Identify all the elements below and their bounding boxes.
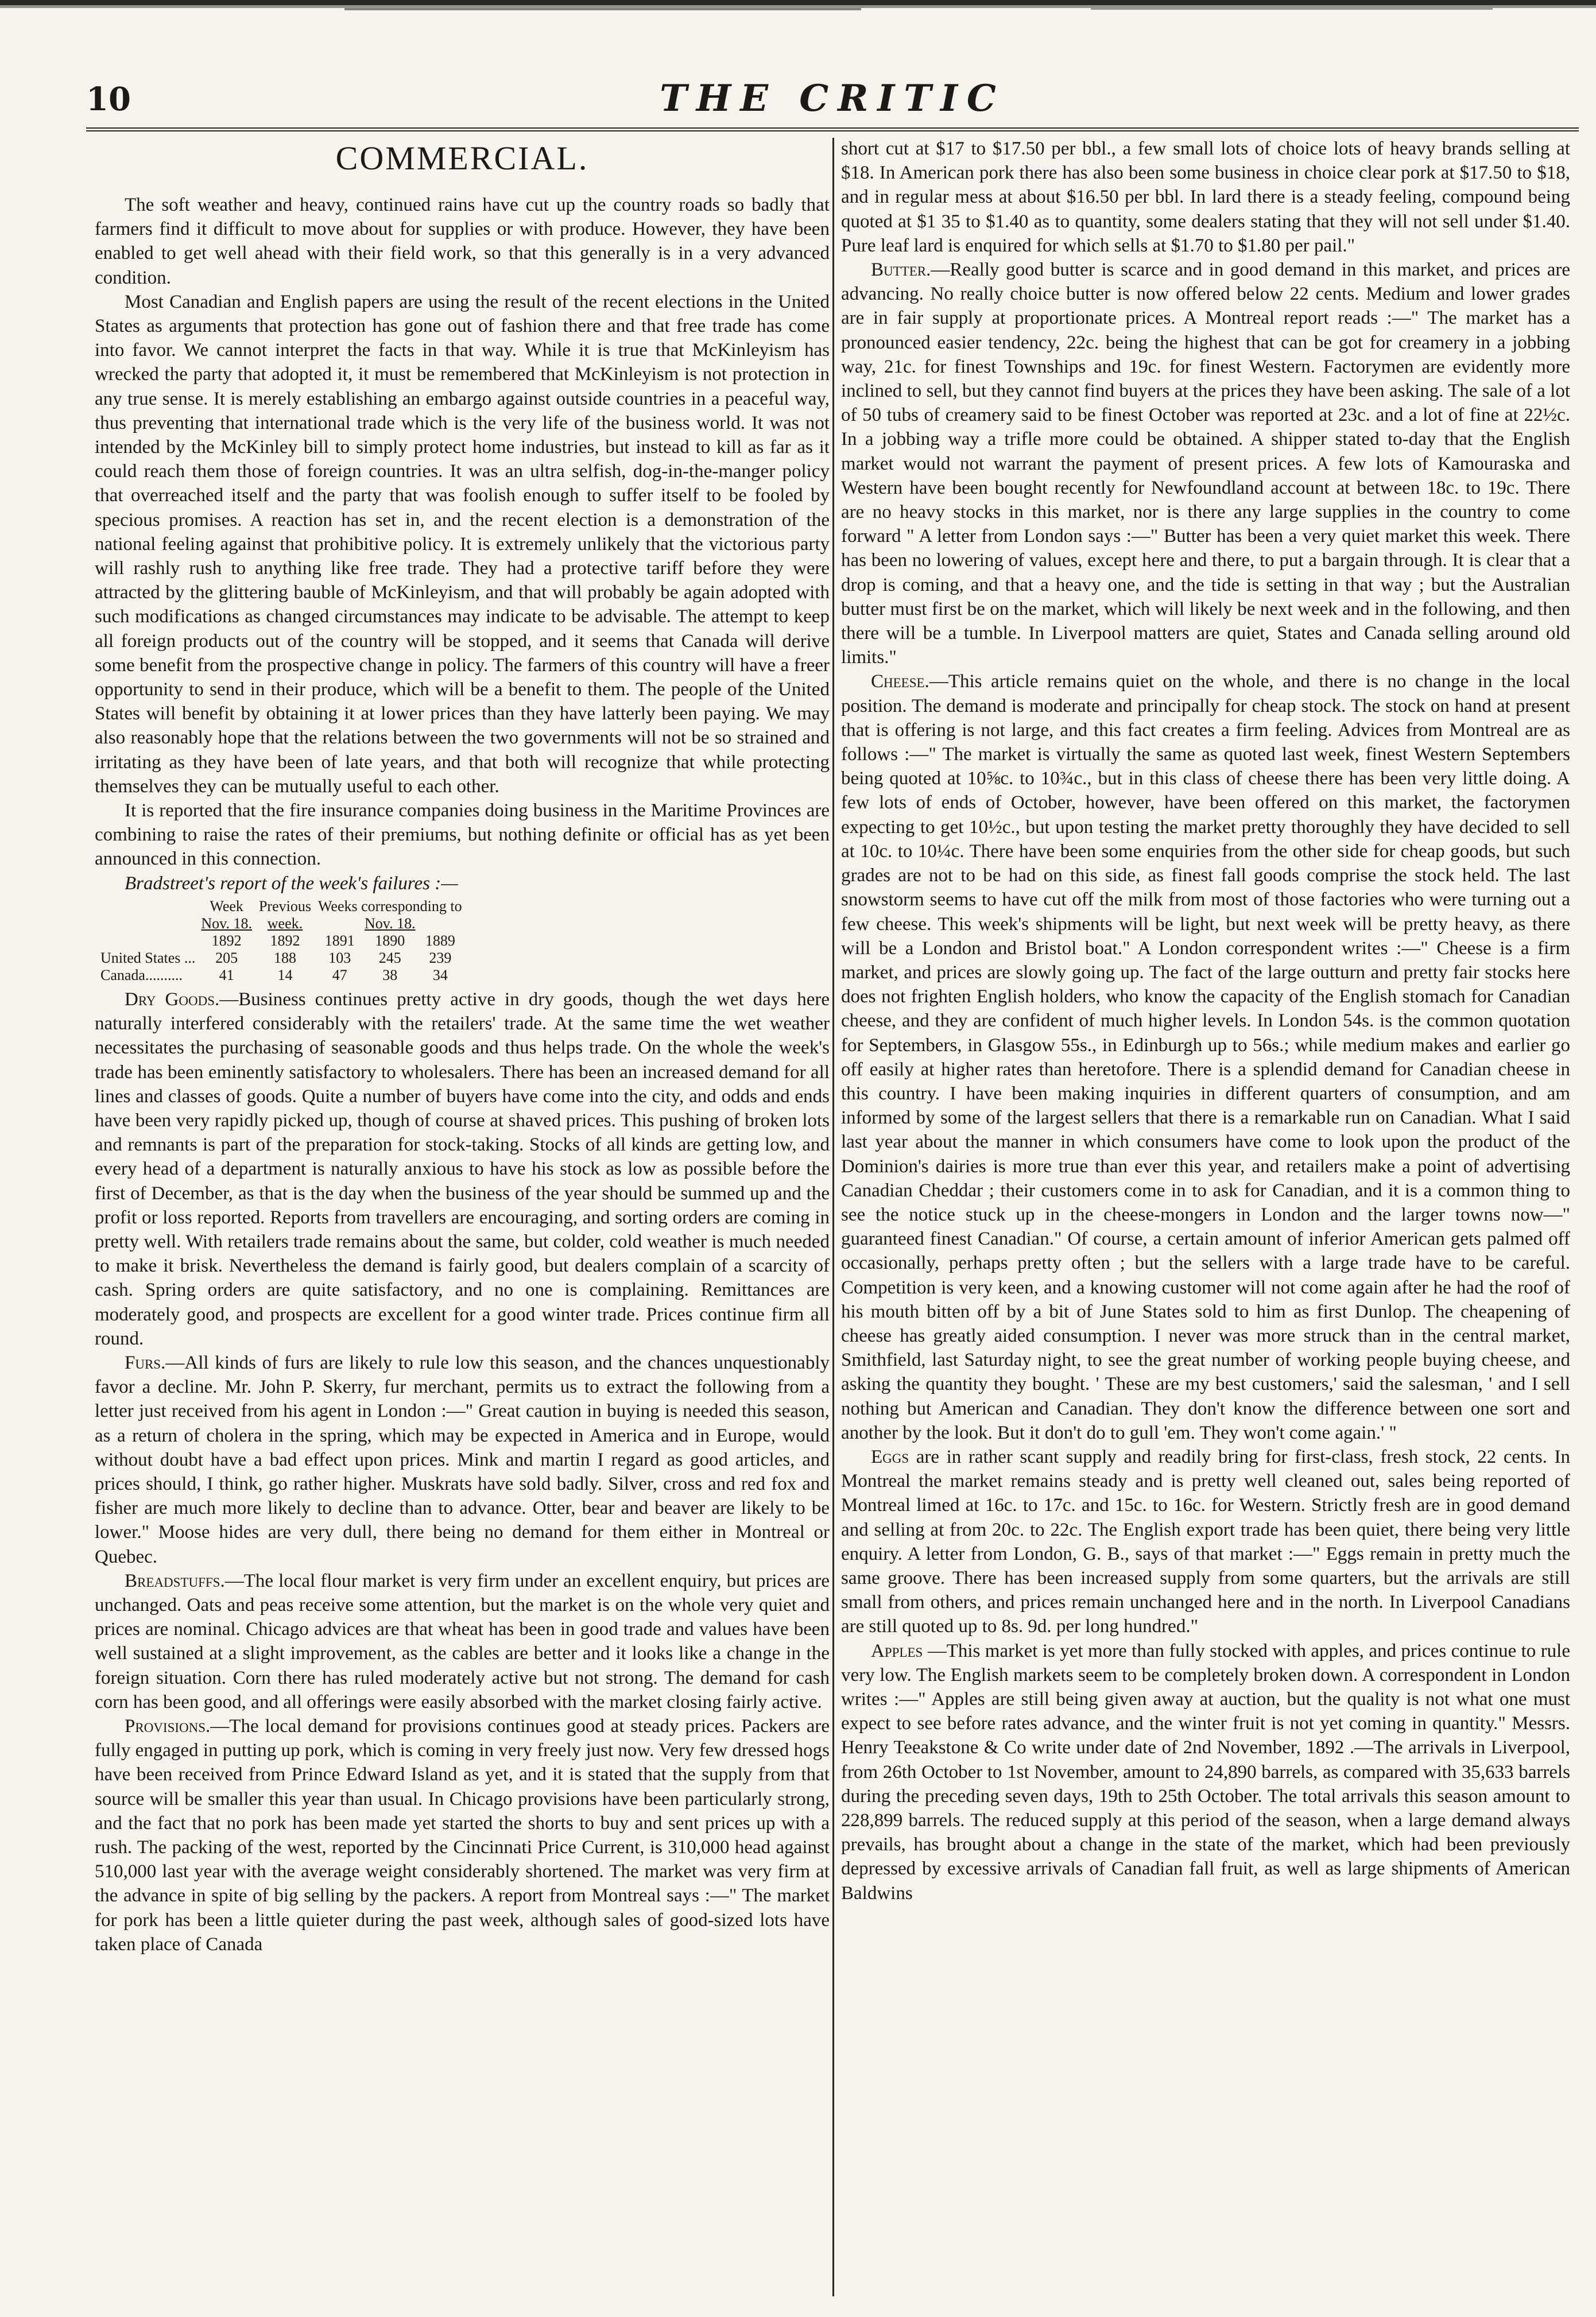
failures-row	[100, 950, 469, 967]
failures-head-cell: Weeks corresponding to	[317, 897, 462, 915]
dry-goods-heading: Dry Goods.	[125, 989, 220, 1010]
failures-year-cell: 1889	[425, 932, 455, 949]
butter-paragraph	[841, 258, 1570, 669]
column-divider	[832, 138, 834, 2296]
failures-year-cell: 1890	[375, 932, 405, 949]
provisions-continued: short cut at $17 to $17.50 per bbl., a few small lots of choice lots of heavy brands selling at $18. In American pork there has also been some business in choice clear pork at $17.50 to $18, and in regular mess at about $16.50 per bbl. In lard there is a steady feeling, compound being quoted at $1 35 to $1.40 as to quantity, some dealers stating that they will not sell under $1.40. Pure leaf lard is enquired for which sells at $1.70 to $1.80 per pail."	[841, 138, 1570, 256]
provisions-paragraph	[95, 1714, 830, 1956]
failures-cell: 38	[382, 966, 398, 983]
dry-goods-paragraph	[95, 987, 830, 1351]
failures-cell: 239	[429, 949, 452, 966]
apples-text: —This market is yet more than fully stocked with apples, and prices continue to rule very low. The English markets seem to be completely broken down. A correspondent in London writes :—" Apples are still being given away at auction, but the quality is not what one must expect to see before rates advance, and the winter fruit is not yet coming in quantity." Messrs. Henry Teeakstone & Co write under date of 2nd November, 1892 .—The arrivals in Liverpool, from 26th October to 1st November, amount to 24,890 barrels, as compared with 35,633 barrels during the preceding seven days, 19th to 25th October. The total arrivals this season amount to 228,899 barrels. The reduced supply at this period of the season, when a large demand always prevails, has brought about a change in the state of the market, which had been previously depressed by excessive arrivals of Canadian fall fruit, as well as large shipments of American Baldwins	[841, 1640, 1570, 1904]
failures-cell: 41	[219, 966, 234, 983]
failures-cell: 34	[432, 966, 448, 983]
elections-paragraph: Most Canadian and English papers are using the result of the recent elections in the United States as arguments that protection has gone out of fashion there and that free trade has come into favor. We cannot interpret the facts in that way. While it is true that McKinleyism has wrecked the party that adopted it, it must be remembered that McKinleyism is not protection in any true sense. It is merely establishing an embargo against outside countries in a peaceful way, thus preventing that international trade which is the very life of the business world. It was not intended by the McKinley bill to simply protect home industries, but instead to kill as far as it could reach them those of foreign countries. It was an ultra selfish, dog-in-the-manger policy that overreached itself and the party that was foolish enough to suffer itself to be fooled by specious promises. A reaction has set in, and the recent election is a demonstration of the national feeling against that prohibitive policy. It is extremely unlikely that the victorious party will rashly rush to anything like free trade. They had a protective tariff before they were attracted by the glittering bauble of McKinleyism, and that will probably be again adopted with such modifications as changed circumstances may indicate to be advisable. The attempt to keep all foreign products out of the country will be stopped, and it seems that Canada will derive some benefit from the prospective change in policy. The farmers of this country will have a freer opportunity to send in their produce, which will be a benefit to them. The people of the United States will benefit by obtaining it at lower prices than they have latterly been paying. We may also reasonably hope that the relations between the two governments will not be so strained and irritating as they have been of late years, and that both will recognize that while protecting themselves they can be mutually useful to each other.	[95, 291, 830, 797]
failures-cell: 205	[215, 949, 238, 966]
failures-head-cell: Previous	[258, 897, 311, 915]
failures-cell: 103	[328, 949, 351, 966]
failures-row-label: United States ...	[100, 949, 196, 966]
dry-goods-text: —Business continues pretty active in dry goods, though the wet days here naturally interfered considerably with the retailers' trade. At the same time the wet weather necessitates the purchasing of seasonable goods and thus helps trade. On the whole the week's trade has been eminently satisfactory to wholesalers. There has been an increased demand for all lines and classes of goods. Quite a number of buyers have come into the city, and odds and ends have been very rapidly picked up, though of course at shaved prices. This pushing of broken lots and remnants is part of the preparation for stock-taking. Stocks of all kinds are getting low, and every head of a department is naturally anxious to have his stock as low as possible before the first of December, as that is the day when the business of the year should be summed up and the profit or loss reported. Reports from travellers are encouraging, and sorting orders are coming in pretty well. With retailers trade remains about the same, but colder, cold weather is much needed to make it brisk. Nevertheless the demand is fairly good, but dealers complain of a scarcity of cash. Spring orders are quite satisfactory, and no one is complaining. Remittances are moderately good, and prospects are excellent for a good winter trade. Prices continue firm all round.	[95, 989, 830, 1349]
failures-row	[100, 967, 469, 984]
apples-paragraph	[841, 1639, 1570, 1905]
page-top-edge	[0, 0, 1596, 23]
eggs-text: are in rather scant supply and readily bring for first-class, fresh stock, 22 cents. In Montreal the market remains steady and is pretty well cleaned out, sales being reported of Montreal limed at 16c. to 17c. and 15c. to 16c. for Western. Strictly fresh are in good demand and selling at from 20c. to 22c. The English export trade has been quiet, there being very little enquiry. A letter from London, G. B., says of that market :—" Eggs remain in pretty much the same groove. There has been increased supply from some quarters, but the arrivals are still small from others, and prices remain unchanged here and in the north. In Liverpool Canadians are still quoted up to 8s. 9d. per long hundred."	[841, 1446, 1570, 1637]
provisions-heading: Provisions.	[125, 1715, 211, 1737]
failures-year-cell: 1892	[211, 932, 242, 949]
furs-heading: Furs.	[125, 1352, 166, 1373]
furs-paragraph	[95, 1351, 830, 1569]
right-column	[841, 137, 1570, 1905]
failures-cell: 47	[332, 966, 347, 983]
failures-head-row-1	[100, 898, 469, 915]
failures-head-cell: Nov. 18.	[201, 915, 252, 932]
furs-text: —All kinds of furs are likely to rule low this season, and the chances unquestionably favor a decline. Mr. John P. Skerry, fur merchant, permits us to extract the following from a letter just received from his agent in London :—" Great caution in buying is needed this season, as a return of cholera in the spring, which may be expected in America and in Europe, would without doubt have a bad effect upon prices. Mink and martin I regard as good articles, and prices should, I think, go rather higher. Muskrats have sold badly. Silver, cross and red fox and fisher are much more likely to decline than to advance. Otter, bear and beaver are likely to be lower." Moose hides are very dull, there being no demand for them either in Montreal or Quebec.	[95, 1352, 830, 1567]
failures-years-row	[100, 932, 469, 950]
failures-head-row-2	[100, 915, 469, 932]
breadstuffs-text: —The local flour market is very firm under an excellent enquiry, but prices are unchanged. Oats and peas receive some attention, but the market is on the whole very quiet and prices are nominal. Chicago advices are that wheat has been in good trade and values have been well sustained at a slight improvement, as the cables are better and it looks like a change in the foreign situation. Corn there has ruled moderately active but not strong. The demand for cash corn has been good, and all offerings were easily absorbed with the market closing fairly active.	[95, 1570, 830, 1712]
breadstuffs-heading: Breadstuffs.	[125, 1570, 225, 1591]
butter-text: —Really good butter is scarce and in good demand in this market, and prices are advancing. No really choice butter is now offered below 22 cents. Medium and lower grades are in fair supply at proportionate prices. A Montreal report reads :—" The market has a pronounced easier tendency, 22c. being the highest that can be got for creamery in a jobbing way, 21c. for finest Townships and 19c. for finest Western. Factorymen are evidently more inclined to sell, but they cannot find buyers at the prices they have been asking. The sale of a lot of 50 tubs of creamery said to be finest October was reported at 23c. and a lot of fine at 22½c. In a jobbing way a trifle more could be obtained. A shipper stated to-day that the English market would not warrant the payment of present prices. A few lots of Kamouraska and Western have been bought recently for Newfoundland account at between 18c. to 19c. There are no heavy stocks in this market, nor is there any large supplies in the country to come forward " A letter from London says :—" Butter has been a very quiet market this week. There has been no lowering of values, except here and there, to put a bargain through. It is clear that a drop is coming, and that a heavy one, and the tide is setting in that way ; but the Australian butter must first be on the market, which will likely be next week and in the following, and then there will be a tumble. In Liverpool matters are quiet, States and Canada selling around old limits."	[841, 259, 1570, 668]
weather-paragraph: The soft weather and heavy, continued rains have cut up the country roads so badly that farmers find it difficult to move about for supplies or with produce. However, they have been enabled to get well ahead with their field work, so that this generally is in a very advanced condition.	[95, 195, 830, 288]
cheese-heading: Cheese.	[871, 671, 929, 692]
insurance-paragraph: It is reported that the fire insurance companies doing business in the Maritime Provinces are combining to raise the rates of their premiums, but nothing definite or official has as yet been announced in this connection.	[95, 800, 830, 870]
breadstuffs-paragraph	[95, 1569, 830, 1714]
provisions-text: —The local demand for provisions continues good at steady prices. Packers are fully engaged in putting up pork, which is coming in very freely just now. Very few dressed hogs have been received from Prince Edward Island as yet, and it is stated that the supply from that source will be smaller this year than usual. In Chicago provisions have been particularly strong, and the fact that no pork has been made yet started the shorts to buy and sent prices up with a rush. The packing of the west, reported by the Cincinnati Price Current, is 310,000 head against 510,000 last year with the average weight considerably shortened. The market was very firm at the advance in spite of big selling by the packers. A report from Montreal says :—" The market for pork has been a little quieter during the past week, although sales of good-sized lots have taken place of Canada	[95, 1715, 830, 1955]
failures-head-cell: week.	[267, 915, 303, 932]
cheese-text: —This article remains quiet on the whole, and there is no change in the local position. The demand is moderate and principally for cheap stock. The stock on hand at present that is offering is not large, and this fact creates a firm feeling. Advices from Montreal are as follows :—" The market is virtually the same as quoted last week, finest Western Septembers being quoted at 10⅝c. to 10¾c., but in this class of cheese there has been very little doing. A few lots of ends of October, however, have been offered on this market, the factorymen expecting to get 10½c., but upon testing the market pretty thoroughly they have decided to sell at 10c. to 10¼c. There have been some enquiries from the other side for cheap goods, but such grades are not to be had on this side, as finest fall goods comprise the stock held. The last snowstorm seems to have cut off the milk from most of those factories who were turning out a few cheese. This week's shipments will be light, but next week will be pretty heavy, as there will be a London and Bristol boat." A London correspondent writes :—" Cheese is a firm market, and prices are slowly going up. The fact of the large outturn and pretty fair stocks here does not frighten English holders, who know the capacity of the English stomach for Canadian cheese, and they are confident of much higher levels. In London 54s. is the common quotation for Septembers, in Glasgow 55s., in Edinburgh up to 56s.; while medium makes and earlier go off easily at higher rates than heretofore. There is a splendid demand for Canadian cheese in this country. I have been making inquiries in different quarters of consumption, and am informed by some of the largest sellers that there is a remarkable run on Canadian. What I said last year about the manner in which consumers have come to look upon the product of the Dominion's dairies is more true than ever this year, and retailers make a point of advertising Canadian Cheddar ; their customers come in to ask for Canadian, and it is a common thing to see the notice stuck up in the cheese-mongers in London and the larger towns now—" guaranteed finest Canadian." Of course, a certain amount of inferior American gets palmed off occasionally, perhaps pretty often ; but the sellers with a large trade have to be careful. Competition is very keen, and a knowing customer will not come again after he had the roof of his mouth bitten off by a bit of June States sold to him as first Dunlop. The cheapening of cheese has greatly aided consumption. I never was more struck than in the central market, Smithfield, last Saturday night, to see the great number of working people buying cheese, and asking the quantity they bought. ' These are my best customers,' said the salesman, ' and I sell nothing but American and Canadian. They don't know the difference between one sort and another by the look. But it don't do to gull 'em. They won't come again.' "	[841, 671, 1570, 1443]
apples-heading: Apples	[871, 1640, 923, 1661]
failures-table	[100, 898, 469, 984]
left-column	[95, 137, 830, 1956]
page-header	[86, 75, 1579, 126]
failures-head-cell: Nov. 18.	[364, 915, 416, 932]
page-number: 10	[86, 80, 131, 118]
eggs-paragraph	[841, 1445, 1570, 1639]
section-title: COMMERCIAL.	[335, 140, 589, 177]
butter-heading: Butter.	[871, 259, 931, 281]
failures-caption: Bradstreet's report of the week's failures :—	[125, 873, 458, 894]
failures-year-cell: 1891	[324, 932, 355, 949]
failures-year-cell: 1892	[270, 932, 300, 949]
failures-cell: 245	[378, 949, 401, 966]
failures-cell: 188	[273, 949, 296, 966]
cheese-paragraph	[841, 669, 1570, 1445]
failures-row-label: Canada..........	[100, 966, 183, 983]
failures-cell: 14	[277, 966, 293, 983]
header-rule	[86, 127, 1579, 131]
journal-title: THE CRITIC	[660, 77, 1005, 120]
failures-head-cell: Week	[210, 897, 243, 915]
eggs-heading: Eggs	[871, 1446, 909, 1467]
